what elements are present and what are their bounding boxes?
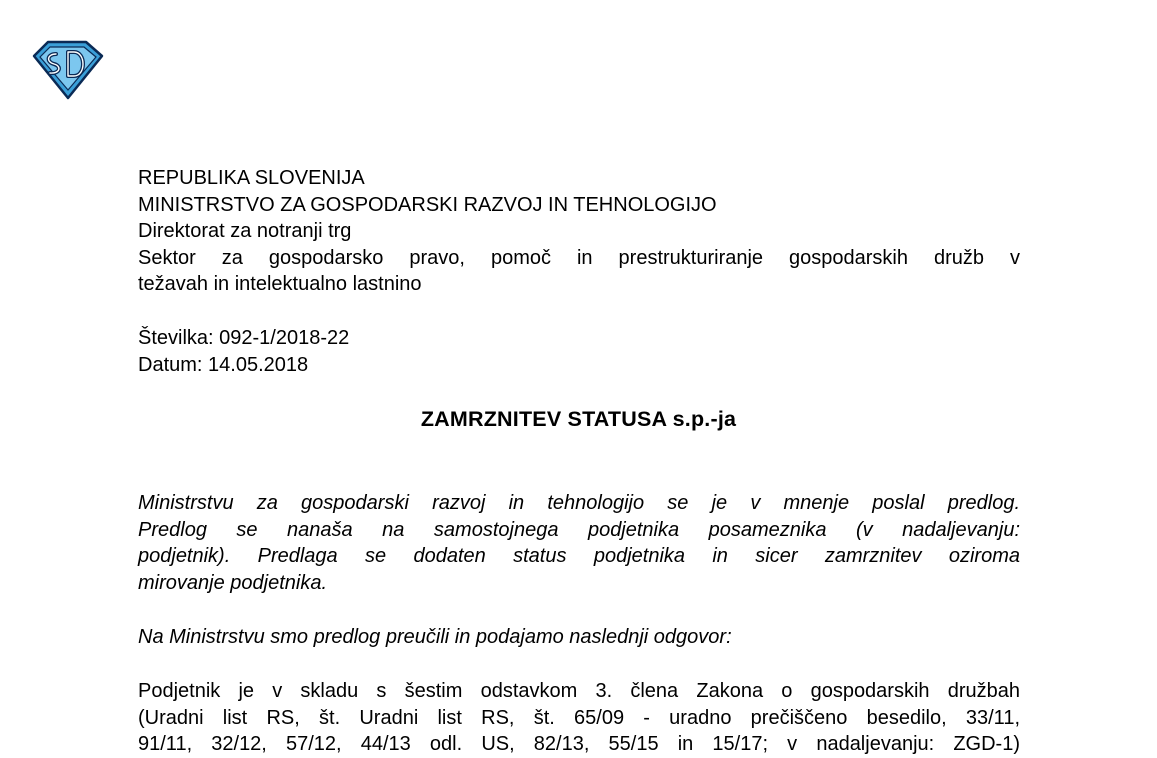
document-date: Datum: 14.05.2018 [138,353,309,376]
document-meta [138,325,1020,378]
body-line: (Uradni list RS, št. Uradni list RS, št. 65/09 - uradno prečiščeno besedilo, 33/11, [138,706,1020,729]
answer-intro: Na Ministrstvu smo predlog preučili in podajamo naslednji odgovor: [138,626,732,648]
intro-line: mirovanje podjetnika. [138,571,327,594]
document-title: ZAMRZNITEV STATUSA s.p.-ja [420,407,737,431]
body-line: 91/11, 32/12, 57/12, 44/13 odl. US, 82/13, 55/15 in 15/17; v nadaljevanju: ZGD-1) [138,733,1020,755]
directorate-name: Direktorat za notranji trg [138,220,352,242]
sector-name-line1: Sektor za gospodarsko pravo, pomoč in prestrukturiranje gospodarskih družb v [138,246,1020,269]
body-line: Podjetnik je v skladu s šestim odstavkom 3. člena Zakona o gospodarskih družbah [138,680,1020,702]
sector-name-line2: težavah in intelektualno lastnino [138,273,422,295]
body-paragraph [138,678,1020,758]
ministry-name: MINISTRSTVO ZA GOSPODARSKI RAZVOJ IN TEHNOLOGIJO [138,193,717,216]
intro-line: podjetnik). Predlaga se dodaten status podjetnika in sicer zamrznitev oziroma [138,545,1020,567]
sd-logo-icon [30,40,104,100]
header-block [138,165,1020,298]
intro-paragraph [138,490,1020,596]
intro-line: Ministrstvu za gospodarski razvoj in tehnologijo se je v mnenje poslal predlog. [138,492,1020,514]
country-name: REPUBLIKA SLOVENIJA [138,167,365,189]
intro-line: Predlog se nanaša na samostojnega podjetnika posameznika (v nadaljevanju: [138,518,1020,541]
document-number: Številka: 092-1/2018-22 [138,327,350,349]
